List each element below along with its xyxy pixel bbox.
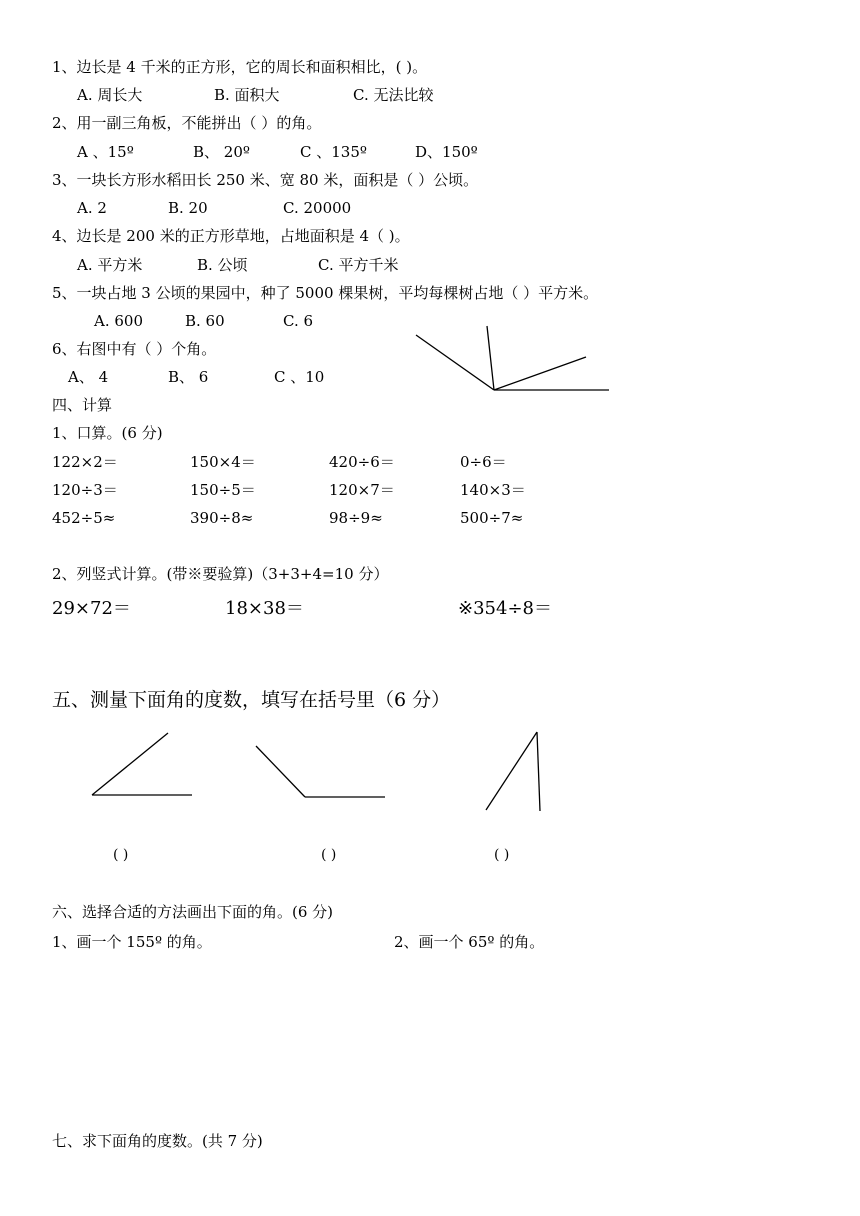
oral-item: 390÷8≈: [190, 509, 254, 527]
q2-option-d: D、150º: [415, 143, 478, 161]
oral-item: 120÷3＝: [52, 481, 118, 499]
q1-option-c: C. 无法比较: [353, 86, 434, 104]
q6-option-c: C 、10: [274, 368, 325, 386]
vertical-item: 18×38＝: [225, 598, 304, 619]
q2-option-c: C 、135º: [300, 143, 367, 161]
oral-item: 98÷9≈: [329, 509, 383, 527]
q5-option-c: C. 6: [283, 312, 314, 330]
answer-bracket-1: ( ): [113, 847, 129, 863]
oral-item: 500÷7≈: [460, 509, 524, 527]
angle1-ray-slant: [92, 733, 168, 795]
q6-stem: 6、右图中有（ ）个角。: [52, 340, 217, 358]
q2-option-a: A 、15º: [77, 143, 134, 161]
q2-option-b: B、 20º: [193, 143, 250, 161]
section7-title: 七、求下面角的度数。(共 7 分): [52, 1132, 263, 1150]
oral-item: 452÷5≈: [52, 509, 116, 527]
vertical-item: 29×72＝: [52, 598, 131, 619]
oral-item: 150÷5＝: [190, 481, 256, 499]
q6-option-b: B、 6: [168, 368, 209, 386]
q5-option-a: A. 600: [94, 312, 143, 330]
oral-item: 150×4＝: [190, 453, 256, 471]
answer-bracket-3: ( ): [494, 847, 510, 863]
q4-option-c: C. 平方千米: [318, 256, 399, 274]
oral-item: 120×7＝: [329, 481, 395, 499]
q3-option-a: A. 2: [77, 199, 107, 217]
section4-title: 四、计算: [52, 396, 113, 414]
q1-option-a: A. 周长大: [77, 86, 143, 104]
vertical-item: ※354÷8＝: [458, 598, 552, 619]
q3-stem: 3、一块长方形水稻田长 250 米、宽 80 米，面积是（ ）公顷。: [52, 171, 479, 189]
q3-option-b: B. 20: [168, 199, 208, 217]
q4-option-b: B. 公顷: [197, 256, 248, 274]
angle3-ray-left: [486, 732, 537, 810]
answer-bracket-2: ( ): [321, 847, 337, 863]
q5-stem: 5、一块占地 3 公顷的果园中，种了 5000 棵果树，平均每棵树占地（ ）平方米。: [52, 284, 599, 302]
q1-option-b: B. 面积大: [214, 86, 280, 104]
q6-option-a: A、 4: [68, 368, 109, 386]
q4-option-a: A. 平方米: [77, 256, 143, 274]
oral-item: 0÷6＝: [460, 453, 507, 471]
q3-option-c: C. 20000: [283, 199, 352, 217]
vertical-calc-title: 2、列竖式计算。(带※要验算)（3+3+4=10 分）: [52, 565, 389, 583]
q4-stem: 4、边长是 200 米的正方形草地，占地面积是 4（ )。: [52, 227, 410, 245]
oral-item: 140×3＝: [460, 481, 526, 499]
q5-option-b: B. 60: [185, 312, 225, 330]
q1-stem: 1、边长是 4 千米的正方形，它的周长和面积相比，( )。: [52, 58, 428, 76]
oral-item: 122×2＝: [52, 453, 118, 471]
angle3-ray-right: [537, 732, 540, 811]
oral-calc-title: 1、口算。(6 分): [52, 424, 163, 442]
oral-item: 420÷6＝: [329, 453, 395, 471]
angle2-ray-slant: [256, 746, 305, 797]
draw-angle-item-1: 1、画一个 155º 的角。: [52, 933, 212, 951]
section6-title: 六、选择合适的方法画出下面的角。(6 分): [52, 903, 334, 921]
section5-title: 五、测量下面角的度数，填写在括号里（6 分）: [52, 689, 451, 711]
draw-angle-item-2: 2、画一个 65º 的角。: [394, 933, 545, 951]
q2-stem: 2、用一副三角板，不能拼出（ ）的角。: [52, 114, 322, 132]
